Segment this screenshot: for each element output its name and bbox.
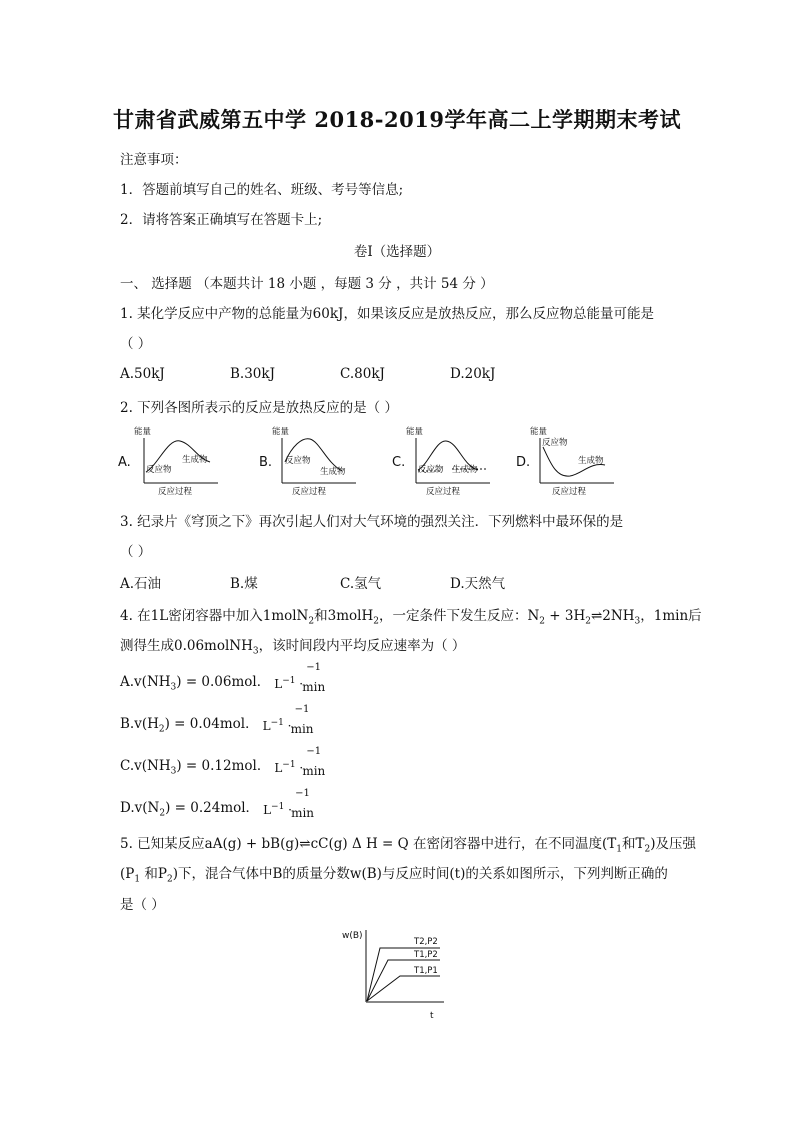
notice-item-1: 1．答题前填写自己的姓名、班级、考号等信息; <box>120 182 404 198</box>
notice-item-2: 2．请将答案正确填写在答题卡上; <box>120 212 323 228</box>
q2a-axis-y: 能量 <box>134 427 152 437</box>
q5-ylabel: w(B) <box>342 931 363 941</box>
q4-stem-line1: 4. 在1L密闭容器中加入1molN$_2$和3molH$_2$，一定条件下发生反应：$N_2$ + $3H_2\rightleftharpoons 2NH_3$，1min后 <box>120 608 702 627</box>
q3-paren: （ ） <box>120 544 152 560</box>
q4-unit-d: $L^{-1}$ · −1 min <box>263 788 315 820</box>
page-title: 甘肃省武威第五中学 2018-2019学年高二上学期期末考试 <box>113 107 681 132</box>
q1-stem: 1. 某化学反应中产物的总能量为60kJ，如果该反应是放热反应，那么反应物总能量可能是 <box>120 306 654 322</box>
q2-letter-b: B. <box>259 455 273 470</box>
q2d-reactant: 反应物 <box>542 438 568 448</box>
q4-option-d: $D.v(N_2) = 0.24mol$． $L^{-1}$ · −1 min <box>120 796 319 819</box>
q2d-axis-y: 能量 <box>530 427 548 437</box>
notice-heading: 注意事项： <box>120 152 188 168</box>
part-one-heading: 一、 选择题 （本题共计 18 小题 ，每题 3 分 ，共计 54 分 ） <box>120 276 494 292</box>
q2c-axis-x: 反应过程 <box>426 487 461 497</box>
q5-stem-line1: 5. 已知某反应aA(g) + bB(g)⇌cC(g) Δ H = Q 在密闭容器中进行，在不同温度($T_1$和$T_2$)及压强 <box>120 836 697 855</box>
q5-wb-time-graph <box>330 922 450 1022</box>
q4-unit-a: $L^{-1}$ · −1 min <box>274 662 326 694</box>
q4-unit-c: $L^{-1}$ · −1 min <box>274 746 326 778</box>
q4-option-c: $C.v(NH_3) = 0.12mol$． $L^{-1}$ · −1 min <box>120 754 330 777</box>
q3-stem: 3. 纪录片《穹顶之下》再次引起人们对大气环境的强烈关注．下列燃料中最环保的是 <box>120 514 624 530</box>
q2-letter-d: D. <box>516 455 531 470</box>
q2c-reactant: 反应物 <box>418 465 444 475</box>
q2a-reactant: 反应物 <box>146 465 172 475</box>
q2d-axis-x: 反应过程 <box>552 487 587 497</box>
q5-label-t1p1: T1,P1 <box>414 966 438 976</box>
q4-option-a: $A.v(NH_3) = 0.06mol$． $L^{-1}$ · −1 min <box>120 670 330 693</box>
q1-paren: （ ） <box>120 336 152 352</box>
q2d-product: 生成物 <box>578 456 604 466</box>
section-title: 卷I（选择题） <box>353 244 441 260</box>
q5-xlabel: t <box>430 1011 434 1021</box>
q3-option-d: D.天然气 <box>450 576 506 592</box>
q2a-product: 生成物 <box>182 455 208 465</box>
q5-label-t2p2: T2,P2 <box>414 937 438 947</box>
q2c-axis-y: 能量 <box>406 427 424 437</box>
q2-letter-a: A. <box>118 455 131 470</box>
q2b-axis-x: 反应过程 <box>292 487 327 497</box>
q2a-axis-x: 反应过程 <box>158 487 193 497</box>
q3-option-a: A.石油 <box>120 576 162 592</box>
q1-option-a: A.50kJ <box>120 366 165 382</box>
q2-energy-diagrams <box>0 420 794 500</box>
q4-stem-line2: 测得生成0.06molNH$_3$，该时间段内平均反应速率为（ ） <box>120 638 466 657</box>
q5-stem-line3: 是（ ） <box>120 897 165 913</box>
q1-option-b: B.30kJ <box>230 366 275 382</box>
q5-stem-line2: ($P_1$ 和$P_2$)下，混合气体中B的质量分数w(B)与反应时间(t)的关系如图所示，下列判断正确的 <box>120 866 668 885</box>
q2b-product: 生成物 <box>320 467 346 477</box>
q1-option-c: C.80kJ <box>340 366 385 382</box>
q4-unit-b: $L^{-1}$ · −1 min <box>262 704 314 736</box>
q4-option-b: $B.v(H_2) = 0.04mol$． $L^{-1}$ · −1 min <box>120 712 319 735</box>
q2b-reactant: 反应物 <box>285 456 311 466</box>
q3-option-c: C.氢气 <box>340 576 382 592</box>
q2-stem: 2. 下列各图所表示的反应是放热反应的是（ ） <box>120 400 398 416</box>
q5-label-t1p2: T1,P2 <box>414 950 438 960</box>
q2b-axis-y: 能量 <box>272 427 290 437</box>
q1-option-d: D.20kJ <box>450 366 496 382</box>
q2c-product: 生成物 <box>452 465 478 475</box>
q2-letter-c: C. <box>392 455 406 470</box>
q3-option-b: B.煤 <box>230 576 258 592</box>
